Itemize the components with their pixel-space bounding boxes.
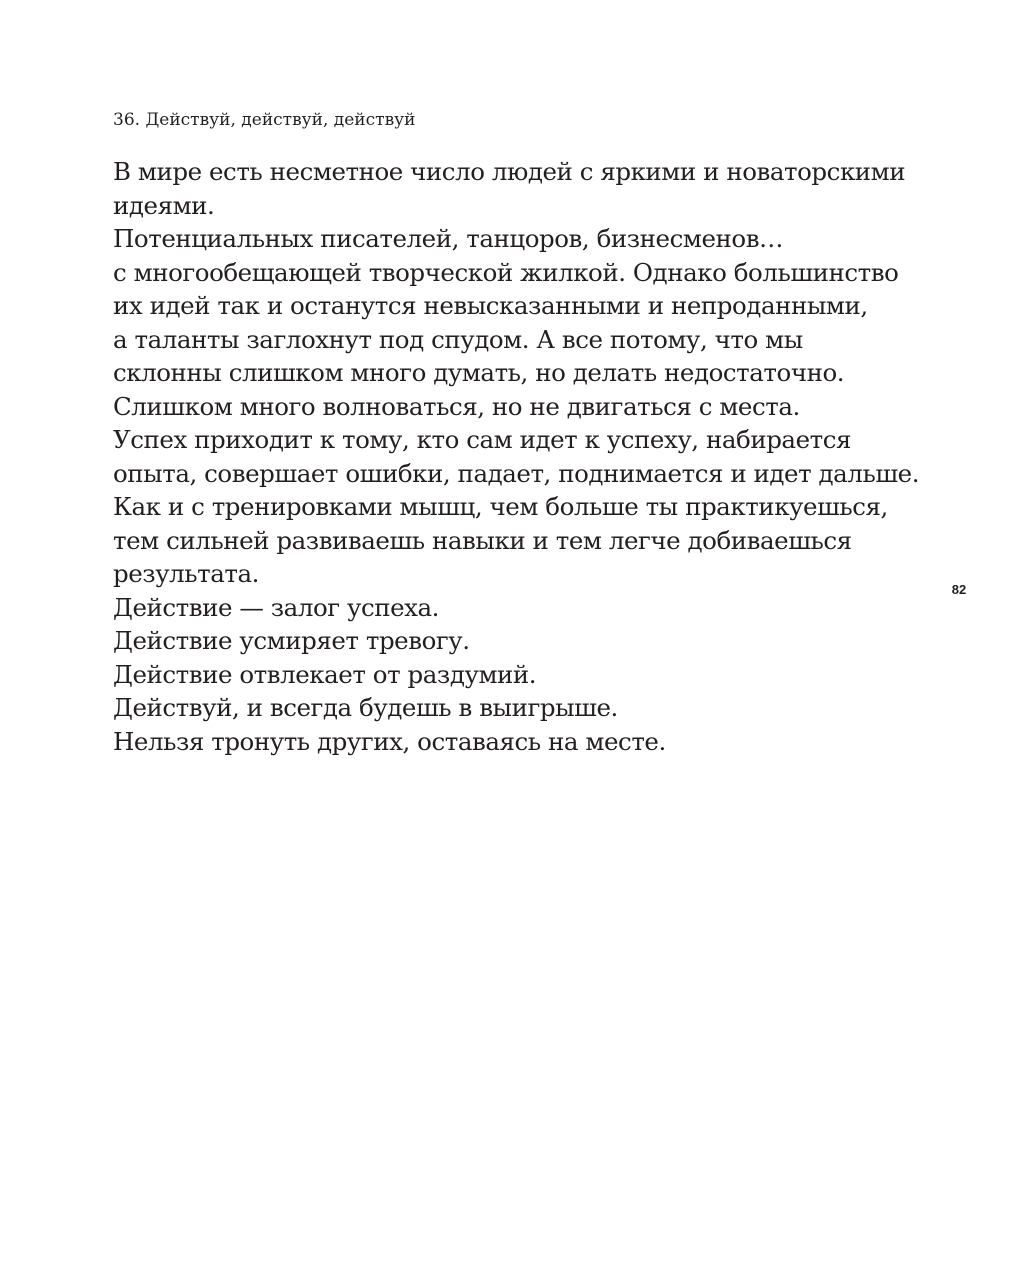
page-number: 82	[951, 582, 967, 597]
body-line: В мире есть несметное число людей с яркими и новаторскими	[113, 157, 906, 186]
chapter-heading: 36. Действуй, действуй, действуй	[113, 110, 416, 130]
body-line: опыта, совершает ошибки, падает, поднимается и идет дальше.	[113, 458, 920, 488]
body-line: Действуй, и всегда будешь в выигрыше.	[113, 693, 618, 722]
body-text	[113, 155, 920, 758]
body-line: Действие отвлекает от раздумий.	[113, 659, 537, 689]
body-line: идеями.	[113, 190, 215, 220]
body-line: склонны слишком много думать, но делать недостаточно.	[113, 358, 845, 387]
body-line: тем сильней развиваешь навыки и тем легче добиваешься	[113, 525, 852, 555]
body-line: их идей так и останутся невысказанными и непроданными,	[113, 291, 868, 320]
body-line: Потенциальных писателей, танцоров, бизнесменов…	[113, 224, 784, 253]
body-line: Нельзя тронуть других, оставаясь на месте.	[113, 726, 666, 756]
body-line: Как и с тренировками мышц, чем больше ты практикуешься,	[113, 492, 888, 521]
body-line: Слишком много волноваться, но не двигаться с места.	[113, 391, 800, 421]
body-line: Действие — залог успеха.	[113, 592, 440, 622]
body-line: Успех приходит к тому, кто сам идет к успеху, набирается	[113, 425, 852, 454]
body-line: с многообещающей творческой жилкой. Однако большинство	[113, 257, 899, 287]
body-line: а таланты заглохнут под спудом. А все потому, что мы	[113, 324, 803, 354]
body-line: результата.	[113, 559, 260, 588]
body-line: Действие усмиряет тревогу.	[113, 626, 470, 655]
